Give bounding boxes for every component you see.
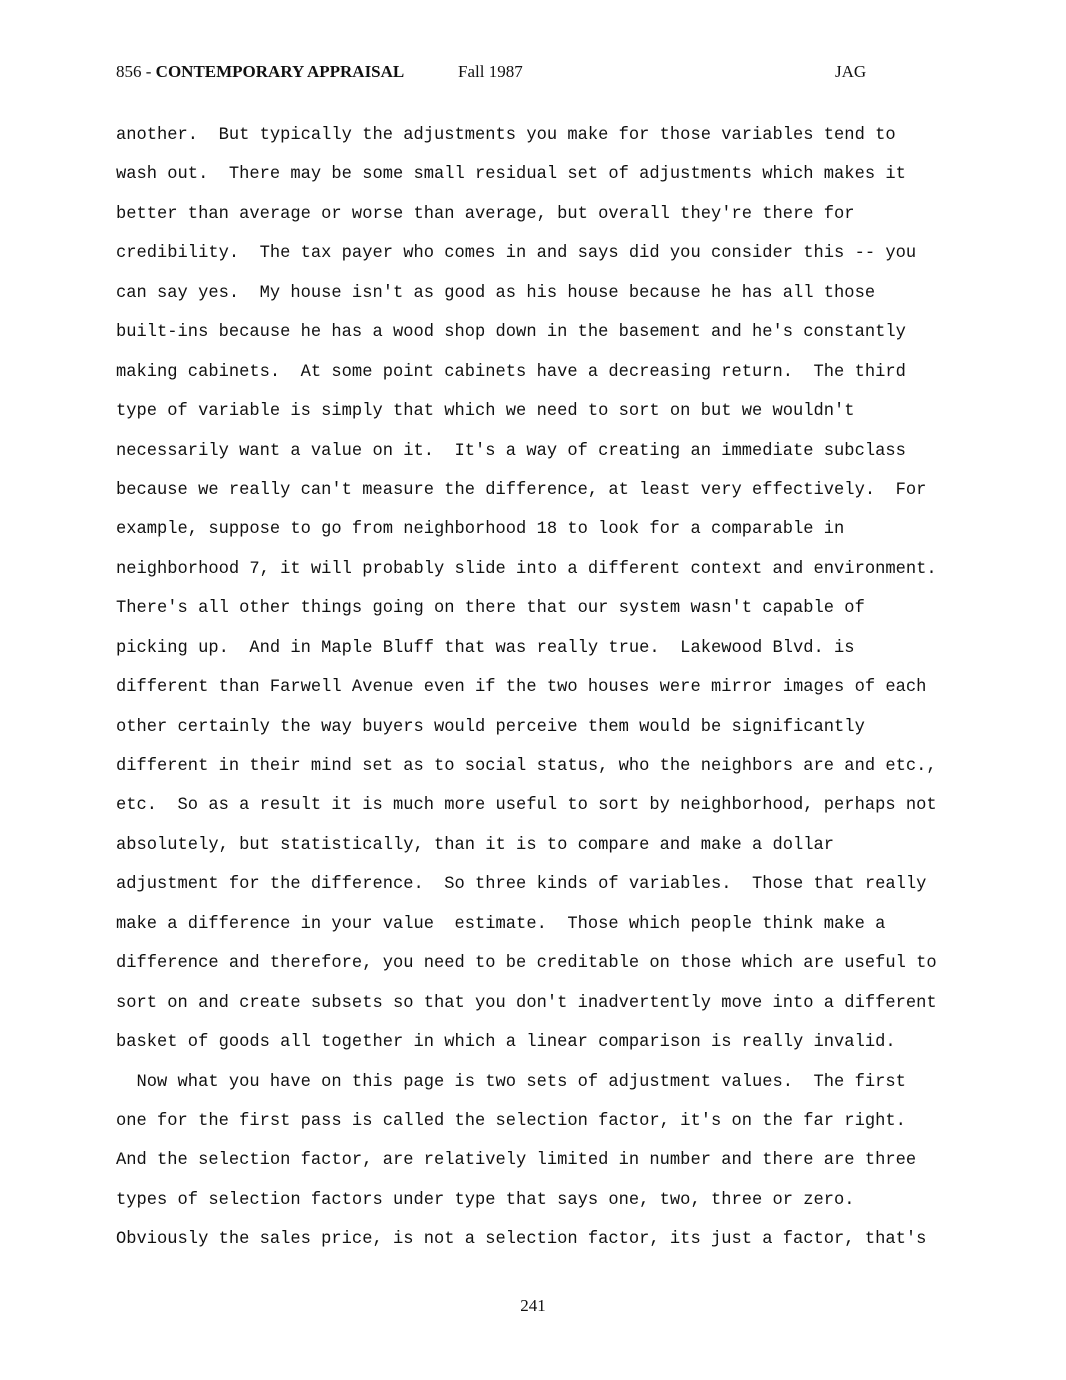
text-line: better than average or worse than average, but overall they're there for [116, 204, 855, 224]
text-line: credibility. The tax payer who comes in and says did you consider this -- you [116, 244, 917, 264]
text-line: another. But typically the adjustments you make for those variables tend to [116, 126, 896, 145]
text-line: wash out. There may be some small residual set of adjustments which makes it [116, 165, 906, 185]
text-line: can say yes. My house isn't as good as his house because he has all those [116, 283, 876, 303]
text-line: absolutely, but statistically, than it is to compare and make a dollar [116, 835, 835, 855]
text-line: etc. So as a result it is much more useful to sort by neighborhood, perhaps not [116, 796, 937, 816]
text-line: different in their mind set as to social status, who the neighbors are and etc., [116, 757, 937, 776]
text-line: example, suppose to go from neighborhood 18 to look for a comparable in [116, 520, 845, 540]
text-line: necessarily want a value on it. It's a way of creating an immediate subclass [116, 441, 906, 461]
text-line: neighborhood 7, it will probably slide into a different context and environment. [116, 559, 937, 579]
text-line: picking up. And in Maple Bluff that was really true. Lakewood Blvd. is [116, 638, 855, 658]
author-initials: JAG [835, 62, 867, 81]
text-line: because we really can't measure the difference, at least very effectively. For [116, 480, 927, 500]
text-line: other certainly the way buyers would perceive them would be significantly [116, 717, 865, 737]
text-line: built-ins because he has a wood shop down in the basement and he's constantly [116, 323, 906, 343]
text-line: difference and therefore, you need to be creditable on those which are useful to [116, 954, 937, 974]
text-line: types of selection factors under type that says one, two, three or zero. [116, 1190, 855, 1210]
course-title: CONTEMPORARY APPRAISAL [155, 62, 405, 81]
text-line: making cabinets. At some point cabinets have a decreasing return. The third [116, 362, 906, 382]
course-number: 856 - [116, 62, 156, 81]
text-line: And the selection factor, are relatively limited in number and there are three [116, 1151, 917, 1171]
text-line: basket of goods all together in which a linear comparison is really invalid. [116, 1033, 896, 1053]
text-line: type of variable is simply that which we need to sort on but we wouldn't [116, 402, 855, 422]
page-number: 241 [520, 1296, 546, 1315]
text-line: different than Farwell Avenue even if the two houses were mirror images of each [116, 678, 927, 698]
transcript-body [116, 122, 976, 1266]
text-line: sort on and create subsets so that you don't inadvertently move into a different [116, 993, 937, 1013]
text-line: make a difference in your value estimate. Those which people think make a [116, 914, 886, 934]
page-header [116, 62, 876, 86]
text-line: Now what you have on this page is two sets of adjustment values. The first [116, 1072, 906, 1092]
text-line: one for the first pass is called the selection factor, it's on the far right. [116, 1111, 906, 1131]
text-line: adjustment for the difference. So three kinds of variables. Those that really [116, 875, 927, 895]
course-heading [116, 62, 404, 82]
text-line: Obviously the sales price, is not a selection factor, its just a factor, that's [116, 1230, 927, 1250]
term-label: Fall 1987 [458, 62, 523, 81]
text-line: There's all other things going on there that our system wasn't capable of [116, 599, 865, 619]
